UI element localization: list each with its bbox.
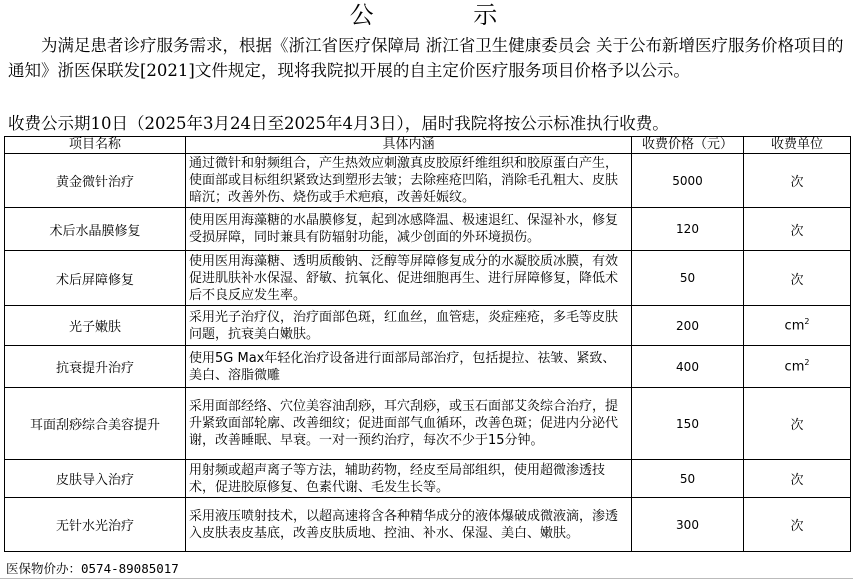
item-unit (744, 251, 851, 306)
unit-text: cm (784, 359, 805, 375)
footer-contact: 医保物价办：0574-89085017 (6, 561, 179, 576)
item-name: 黄金微针治疗 (5, 154, 186, 208)
item-price: 50 (632, 460, 744, 498)
item-unit (744, 346, 851, 388)
table-row (5, 498, 851, 552)
item-description: 使用医用海藻糖的水晶膜修复，起到冰感降温、极速退红、保湿补水，修复受损屏障，同时兼具有防辐射功能，减少创面的外环境损伤。 (186, 208, 632, 251)
item-price: 5000 (632, 154, 744, 208)
header-price: 收费价格（元） (632, 137, 744, 154)
item-description: 采用光子治疗仪，治疗面部色斑，红血丝，血管痣，炎症痤疮，多毛等皮肤问题，抗衰美白嫩肤。 (186, 306, 632, 346)
item-description: 使用医用海藻糖、透明质酸钠、泛醇等屏障修复成分的水凝胶质冰膜，有效促进肌肤补水保湿、舒敏、抗氧化、促进细胞再生、进行屏障修复，降低术后不良反应发生率。 (186, 251, 632, 306)
item-price: 200 (632, 306, 744, 346)
item-description: 采用液压喷射技术，以超高速将含各种精华成分的液体爆破成微液滴，渗透入皮肤表皮基底，改善皮肤质地、控油、补水、保湿、美白、嫩肤。 (186, 498, 632, 552)
table-row (5, 346, 851, 388)
item-unit (744, 388, 851, 460)
item-unit (744, 154, 851, 208)
item-name: 皮肤导入治疗 (5, 460, 186, 498)
table-row (5, 251, 851, 306)
item-name: 抗衰提升治疗 (5, 346, 186, 388)
item-unit (744, 208, 851, 251)
table-row (5, 306, 851, 346)
intro-paragraph: 为满足患者诊疗服务需求，根据《浙江省医疗保障局 浙江省卫生健康委员会 关于公布新增医疗服务价格项目的通知》浙医保联发[2021]文件规定，现将我院拟开展的自主定价医疗服务项目价格予以公示。 (8, 36, 844, 80)
item-unit (744, 498, 851, 552)
fee-table (4, 136, 851, 552)
notice-title: 公 示 (349, 1, 544, 29)
table-row (5, 154, 851, 208)
header-description: 具体内涵 (186, 137, 632, 154)
unit-superscript: 2 (804, 358, 810, 368)
item-name: 耳面刮痧综合美容提升 (5, 388, 186, 460)
unit-text: cm (784, 318, 805, 334)
item-name: 光子嫩肤 (5, 306, 186, 346)
table-row (5, 388, 851, 460)
item-description: 采用面部经络、穴位美容油刮痧，耳穴刮痧，或玉石面部艾灸综合治疗，提升紧致面部轮廓、改善细纹；促进面部气血循环，改善色斑；促进内分泌代谢，改善睡眠、早衰。一对一预约治疗，每次不少于15分钟。 (186, 388, 632, 460)
unit-text: 次 (790, 272, 804, 288)
item-price: 50 (632, 251, 744, 306)
item-description: 通过微针和射频组合，产生热效应刺激真皮胶原纤维组织和胶原蛋白产生，使面部或目标组织紧致达到塑形去皱；去除痤疮凹陷，消除毛孔粗大、皮肤暗沉；改善外伤、烧伤或手术疤痕，改善妊娠纹。 (186, 154, 632, 208)
item-description: 用射频或超声离子等方法，辅助药物，经皮至局部组织，使用超微渗透技术，促进胶原修复、色素代谢、毛发生长等。 (186, 460, 632, 498)
item-unit (744, 460, 851, 498)
unit-text: 次 (790, 418, 804, 433)
notice-period: 收费公示期10日（2025年3月24日至2025年4月3日），届时我院将按公示标准执行收费。 (8, 114, 669, 133)
table-header-row (5, 137, 851, 154)
item-name: 术后水晶膜修复 (5, 208, 186, 251)
item-price: 300 (632, 498, 744, 552)
bottom-divider (0, 578, 853, 579)
unit-text: 次 (790, 223, 804, 239)
item-price: 120 (632, 208, 744, 251)
item-description: 使用5G Max年轻化治疗设备进行面部局部治疗，包括提拉、祛皱、紧致、美白、溶脂微雕 (186, 346, 632, 388)
header-item-name: 项目名称 (5, 137, 186, 154)
unit-superscript: 2 (804, 317, 810, 327)
table-row (5, 208, 851, 251)
item-name: 术后屏障修复 (5, 251, 186, 306)
item-name: 无针水光治疗 (5, 498, 186, 552)
item-price: 400 (632, 346, 744, 388)
header-unit: 收费单位 (744, 137, 851, 154)
item-unit (744, 306, 851, 346)
unit-text: 次 (790, 519, 804, 534)
unit-text: 次 (790, 175, 804, 190)
unit-text: 次 (790, 473, 804, 488)
item-price: 150 (632, 388, 744, 460)
table-row (5, 460, 851, 498)
